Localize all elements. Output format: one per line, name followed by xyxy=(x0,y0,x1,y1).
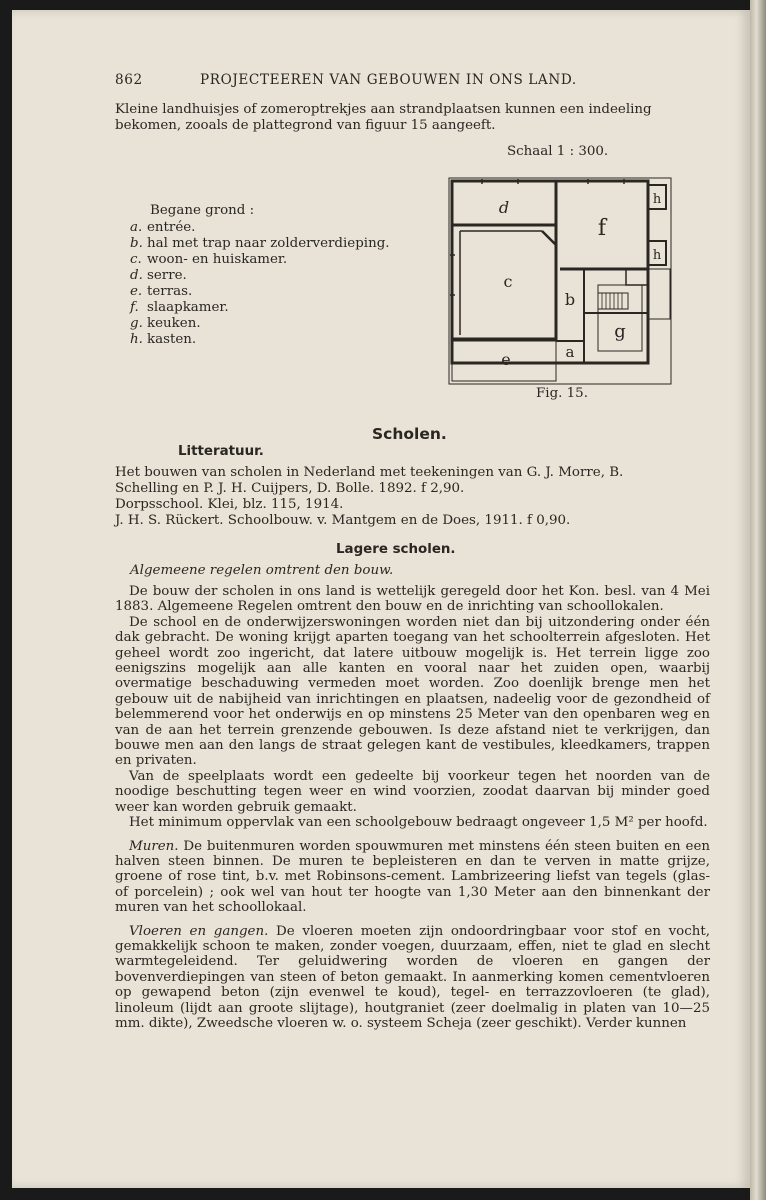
plan-label-g: g xyxy=(614,321,626,342)
intro-line-2: bekomen, zooals de plattegrond van figuur 15 aangeeft. xyxy=(115,118,496,133)
plan-label-b: b xyxy=(564,290,576,309)
plan-label-e: e xyxy=(501,350,511,369)
paragraph: Van de speelplaats wordt een gedeelte bij voorkeur tegen het noorden van de noodige beschutting tegen weer en wind voorzien, zoodat daarvan bij minder goed weer kan worden gebruik gemaakt. xyxy=(115,768,710,815)
literature-line: J. H. S. Rückert. Schoolbouw. v. Mantgem en de Does, 1911. f 0,90. xyxy=(115,513,571,528)
legend-text: terras. xyxy=(147,284,193,299)
figure-caption: Fig. 15. xyxy=(536,386,588,401)
plan-outer-line xyxy=(449,178,671,384)
plan-label-f: f xyxy=(597,216,607,241)
legend-letter: d. xyxy=(130,268,143,283)
book-page xyxy=(12,10,750,1188)
plan-annex xyxy=(626,269,648,285)
page-number: 862 xyxy=(115,72,143,88)
plan-stairs xyxy=(598,293,628,309)
floor-plan-figure xyxy=(448,175,688,387)
running-title: PROJECTEEREN VAN GEBOUWEN IN ONS LAND. xyxy=(200,72,577,88)
legend-text: slaapkamer. xyxy=(147,300,229,315)
vloeren-text: De vloeren moeten zijn ondoordringbaar voor stof en vocht, gemakkelijk schoon te maken, zonder voegen, duurzaam, effen, niet te glad en slecht warmtegeleidend. Ter geluidwering worden de vloeren en gangen der bovenverdiepingen van steen of beton gemaakt. In aanmerking komen cementvloeren op gewapend beton (zijn evenwel te koud), tegel- en terrazzovloeren (te glad), linoleum (lijdt aan groote slijtage), houtgraniet (zeer doelmalig in platen van 10—25 mm. dikte), Zweedsche vloeren w. o. systeem Scheja (zeer geschikt). Verder kunnen xyxy=(115,923,711,1031)
legend-letter: e. xyxy=(130,284,143,299)
legend-text: keuken. xyxy=(147,316,201,331)
legend-letter: c. xyxy=(130,252,142,267)
legend-letter: a. xyxy=(130,220,143,235)
vloeren-label: Vloeren en gangen. xyxy=(129,923,269,939)
subheading-algemeene-regelen: Algemeene regelen omtrent den bouw. xyxy=(130,563,394,578)
legend-text: entrée. xyxy=(147,220,196,235)
legend-letter: b. xyxy=(130,236,143,251)
plan-stair-treads xyxy=(602,293,622,309)
paragraph-vloeren xyxy=(115,924,710,1032)
legend-text: serre. xyxy=(147,268,187,283)
muren-label: Muren. xyxy=(129,838,179,854)
body-text xyxy=(115,584,710,1031)
literature-line: Schelling en P. J. H. Cuijpers, D. Bolle. 1892. f 2,90. xyxy=(115,481,465,496)
plan-label-a: a xyxy=(565,343,575,361)
paragraph: Het minimum oppervlak van een schoolgebouw bedraagt ongeveer 1,5 M² per hoofd. xyxy=(129,815,708,831)
plan-label-h: h xyxy=(652,192,662,207)
plan-label-h: h xyxy=(652,248,662,263)
section-heading-lagere-scholen: Lagere scholen. xyxy=(336,542,456,557)
intro-line-1: Kleine landhuisjes of zomeroptrekjes aan strandplaatsen kunnen een indeeling xyxy=(115,102,652,117)
legend-title: Begane grond : xyxy=(150,203,255,218)
figure-scale: Schaal 1 : 300. xyxy=(507,144,609,159)
legend-text: woon- en huiskamer. xyxy=(147,252,288,267)
plan-label-c: c xyxy=(503,272,513,291)
legend-letter: h. xyxy=(130,332,143,347)
muren-text: De buitenmuren worden spouwmuren met minstens één steen buiten en een halven steen binnen. De muren te bepleisteren en dan te verven in matte grijze, groene of rose tint, b.v. met Robinsons-cement. Lambrizeering liefst van tegels (glas- of porcelein) ; ook wel van hout ter hoogte van 1,30 Meter aan den binnenkant der muren van het schoollokaal. xyxy=(115,838,710,916)
page-edge xyxy=(750,0,766,1200)
legend-text: hal met trap naar zolderverdieping. xyxy=(147,236,390,251)
legend-letter: f. xyxy=(130,300,139,315)
legend-letter: g. xyxy=(130,316,143,331)
legend-text: kasten. xyxy=(147,332,197,347)
litteratuur-heading: Litteratuur. xyxy=(178,444,264,459)
paragraph: De school en de onderwijzerswoningen worden niet dan bij uitzondering onder één dak gebracht. De woning krijgt aparten toegang van het schoolterrein afgesloten. Het geheel wordt zoo ingericht, dat latere uitbouw mogelijk is. Het terrein ligge zoo eenigszins mogelijk aan alle kanten en vooral naar het zuiden open, waarbij overmatige beschaduwing vermeden moet worden. Zoo doenlijk brenge men het gebouw uit de nabijheid van inrichtingen en plaatsen, nadeelig voor de gezondheid of belemmerend voor het onderwijs en op minstens 25 Meter van den openbaren weg en van de aan het terrein grenzende gebouwen. Is deze afstand niet te verkrijgen, dan bouwe men aan den langs de straat gelegen kant de vestibules, kleedkamers, trappen en privaten. xyxy=(115,614,710,769)
plan-wall xyxy=(542,231,556,245)
paragraph: De bouw der scholen in ons land is wettelijk geregeld door het Kon. besl. van 4 Mei 1883. Algemeene Regelen omtrent den bouw en de inrichting van schoollokalen. xyxy=(115,584,710,615)
plan-annex xyxy=(648,269,670,319)
plan-label-d: d xyxy=(498,198,510,217)
literature-line: Dorpsschool. Klei, blz. 115, 1914. xyxy=(115,497,344,512)
section-heading-scholen: Scholen. xyxy=(372,425,447,443)
literature-line: Het bouwen van scholen in Nederland met teekeningen van G. J. Morre, B. xyxy=(115,465,624,480)
paragraph-muren xyxy=(115,839,710,916)
